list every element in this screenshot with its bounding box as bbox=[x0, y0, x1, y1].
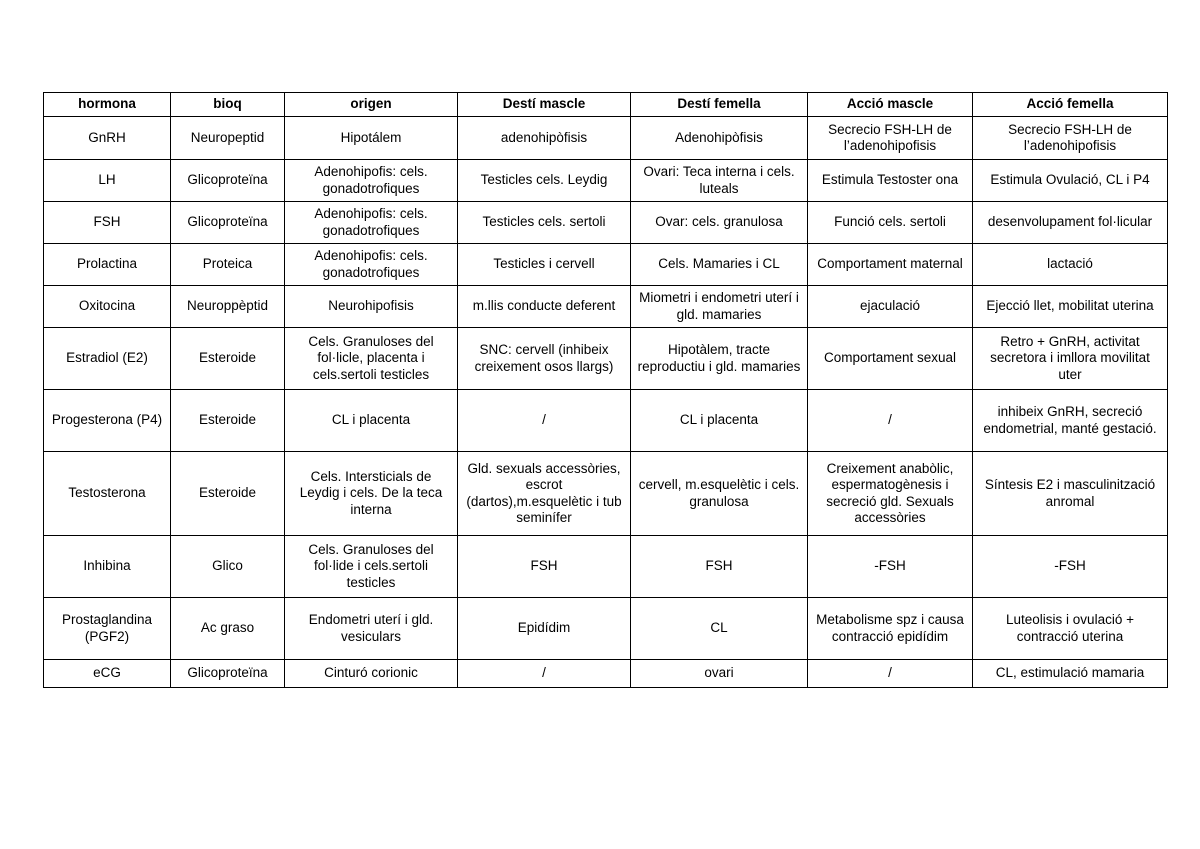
cell-accio-mascle: Comportament sexual bbox=[808, 328, 973, 390]
cell-origen: CL i placenta bbox=[285, 390, 458, 452]
table-row bbox=[44, 244, 1168, 286]
cell-hormona: Testosterona bbox=[44, 452, 171, 536]
table-row bbox=[44, 328, 1168, 390]
cell-accio-femella: lactació bbox=[973, 244, 1168, 286]
table-row bbox=[44, 452, 1168, 536]
cell-accio-mascle: Creixement anabòlic, espermatogènesis i secreció gld. Sexuals accessòries bbox=[808, 452, 973, 536]
header-row bbox=[44, 93, 1168, 117]
cell-origen: Endometri uterí i gld. vesiculars bbox=[285, 598, 458, 660]
cell-hormona: Prostaglandina (PGF2) bbox=[44, 598, 171, 660]
cell-accio-femella: inhibeix GnRH, secreció endometrial, manté gestació. bbox=[973, 390, 1168, 452]
cell-hormona: Prolactina bbox=[44, 244, 171, 286]
cell-accio-femella: -FSH bbox=[973, 536, 1168, 598]
header-desti-femella: Destí femella bbox=[631, 93, 808, 117]
table-row bbox=[44, 202, 1168, 244]
cell-accio-mascle: / bbox=[808, 660, 973, 688]
cell-accio-mascle: / bbox=[808, 390, 973, 452]
table-row bbox=[44, 117, 1168, 160]
cell-accio-mascle: Comportament maternal bbox=[808, 244, 973, 286]
cell-hormona: Oxitocina bbox=[44, 286, 171, 328]
cell-hormona: Estradiol (E2) bbox=[44, 328, 171, 390]
cell-bioq: Glico bbox=[171, 536, 285, 598]
cell-desti-femella: Miometri i endometri uterí i gld. mamaries bbox=[631, 286, 808, 328]
cell-desti-mascle: FSH bbox=[458, 536, 631, 598]
hormone-table bbox=[43, 92, 1168, 688]
cell-accio-femella: desenvolupament fol·licular bbox=[973, 202, 1168, 244]
cell-desti-femella: Adenohipòfisis bbox=[631, 117, 808, 160]
header-origen: origen bbox=[285, 93, 458, 117]
table-row bbox=[44, 536, 1168, 598]
table-row bbox=[44, 390, 1168, 452]
cell-accio-mascle: -FSH bbox=[808, 536, 973, 598]
cell-desti-mascle: SNC: cervell (inhibeix creixement osos llargs) bbox=[458, 328, 631, 390]
cell-desti-mascle: / bbox=[458, 660, 631, 688]
cell-accio-mascle: Secrecio FSH-LH de l’adenohipofisis bbox=[808, 117, 973, 160]
cell-desti-femella: CL bbox=[631, 598, 808, 660]
cell-bioq: Glicoproteïna bbox=[171, 160, 285, 202]
cell-hormona: Inhibina bbox=[44, 536, 171, 598]
cell-desti-femella: FSH bbox=[631, 536, 808, 598]
cell-hormona: FSH bbox=[44, 202, 171, 244]
cell-accio-mascle: Estimula Testoster ona bbox=[808, 160, 973, 202]
cell-origen: Neurohipofisis bbox=[285, 286, 458, 328]
cell-desti-femella: CL i placenta bbox=[631, 390, 808, 452]
header-desti-mascle: Destí mascle bbox=[458, 93, 631, 117]
cell-origen: Cels. Intersticials de Leydig i cels. De la teca interna bbox=[285, 452, 458, 536]
cell-desti-mascle: Testicles i cervell bbox=[458, 244, 631, 286]
cell-hormona: eCG bbox=[44, 660, 171, 688]
cell-desti-femella: ovari bbox=[631, 660, 808, 688]
cell-accio-mascle: Funció cels. sertoli bbox=[808, 202, 973, 244]
cell-desti-femella: Cels. Mamaries i CL bbox=[631, 244, 808, 286]
cell-bioq: Proteica bbox=[171, 244, 285, 286]
cell-accio-femella: Retro + GnRH, activitat secretora i imllora movilitat uter bbox=[973, 328, 1168, 390]
cell-accio-mascle: ejaculació bbox=[808, 286, 973, 328]
cell-desti-mascle: adenohipòfisis bbox=[458, 117, 631, 160]
cell-desti-femella: Ovari: Teca interna i cels. luteals bbox=[631, 160, 808, 202]
header-bioq: bioq bbox=[171, 93, 285, 117]
cell-origen: Adenohipofis: cels. gonadotrofiques bbox=[285, 160, 458, 202]
cell-origen: Hipotálem bbox=[285, 117, 458, 160]
cell-bioq: Glicoproteïna bbox=[171, 202, 285, 244]
cell-bioq: Ac graso bbox=[171, 598, 285, 660]
cell-bioq: Neuropeptid bbox=[171, 117, 285, 160]
table-row bbox=[44, 660, 1168, 688]
cell-desti-mascle: Gld. sexuals accessòries, escrot (dartos),m.esquelètic i tub seminífer bbox=[458, 452, 631, 536]
cell-accio-femella: Luteolisis i ovulació + contracció uterina bbox=[973, 598, 1168, 660]
cell-desti-mascle: Epidídim bbox=[458, 598, 631, 660]
cell-desti-mascle: Testicles cels. Leydig bbox=[458, 160, 631, 202]
cell-origen: Adenohipofis: cels. gonadotrofiques bbox=[285, 202, 458, 244]
header-accio-femella: Acció femella bbox=[973, 93, 1168, 117]
cell-bioq: Esteroide bbox=[171, 390, 285, 452]
header-accio-mascle: Acció mascle bbox=[808, 93, 973, 117]
cell-accio-femella: CL, estimulació mamaria bbox=[973, 660, 1168, 688]
cell-origen: Cels. Granuloses del fol·lide i cels.sertoli testicles bbox=[285, 536, 458, 598]
cell-accio-femella: Secrecio FSH-LH de l’adenohipofisis bbox=[973, 117, 1168, 160]
cell-desti-femella: Hipotàlem, tracte reproductiu i gld. mamaries bbox=[631, 328, 808, 390]
cell-desti-femella: Ovar: cels. granulosa bbox=[631, 202, 808, 244]
cell-hormona: Progesterona (P4) bbox=[44, 390, 171, 452]
cell-bioq: Esteroide bbox=[171, 452, 285, 536]
cell-bioq: Neuroppèptid bbox=[171, 286, 285, 328]
table-row bbox=[44, 286, 1168, 328]
cell-accio-femella: Síntesis E2 i masculinització anromal bbox=[973, 452, 1168, 536]
table-row bbox=[44, 598, 1168, 660]
cell-desti-femella: cervell, m.esquelètic i cels. granulosa bbox=[631, 452, 808, 536]
cell-origen: Cels. Granuloses del fol·licle, placenta i cels.sertoli testicles bbox=[285, 328, 458, 390]
cell-bioq: Esteroide bbox=[171, 328, 285, 390]
cell-accio-femella: Ejecció llet, mobilitat uterina bbox=[973, 286, 1168, 328]
cell-accio-mascle: Metabolisme spz i causa contracció epidídim bbox=[808, 598, 973, 660]
cell-hormona: GnRH bbox=[44, 117, 171, 160]
cell-hormona: LH bbox=[44, 160, 171, 202]
header-hormona: hormona bbox=[44, 93, 171, 117]
cell-desti-mascle: m.llis conducte deferent bbox=[458, 286, 631, 328]
cell-bioq: Glicoproteïna bbox=[171, 660, 285, 688]
table-row bbox=[44, 160, 1168, 202]
cell-origen: Adenohipofis: cels. gonadotrofiques bbox=[285, 244, 458, 286]
cell-origen: Cinturó corionic bbox=[285, 660, 458, 688]
cell-desti-mascle: Testicles cels. sertoli bbox=[458, 202, 631, 244]
table-body bbox=[44, 117, 1168, 688]
cell-accio-femella: Estimula Ovulació, CL i P4 bbox=[973, 160, 1168, 202]
cell-desti-mascle: / bbox=[458, 390, 631, 452]
